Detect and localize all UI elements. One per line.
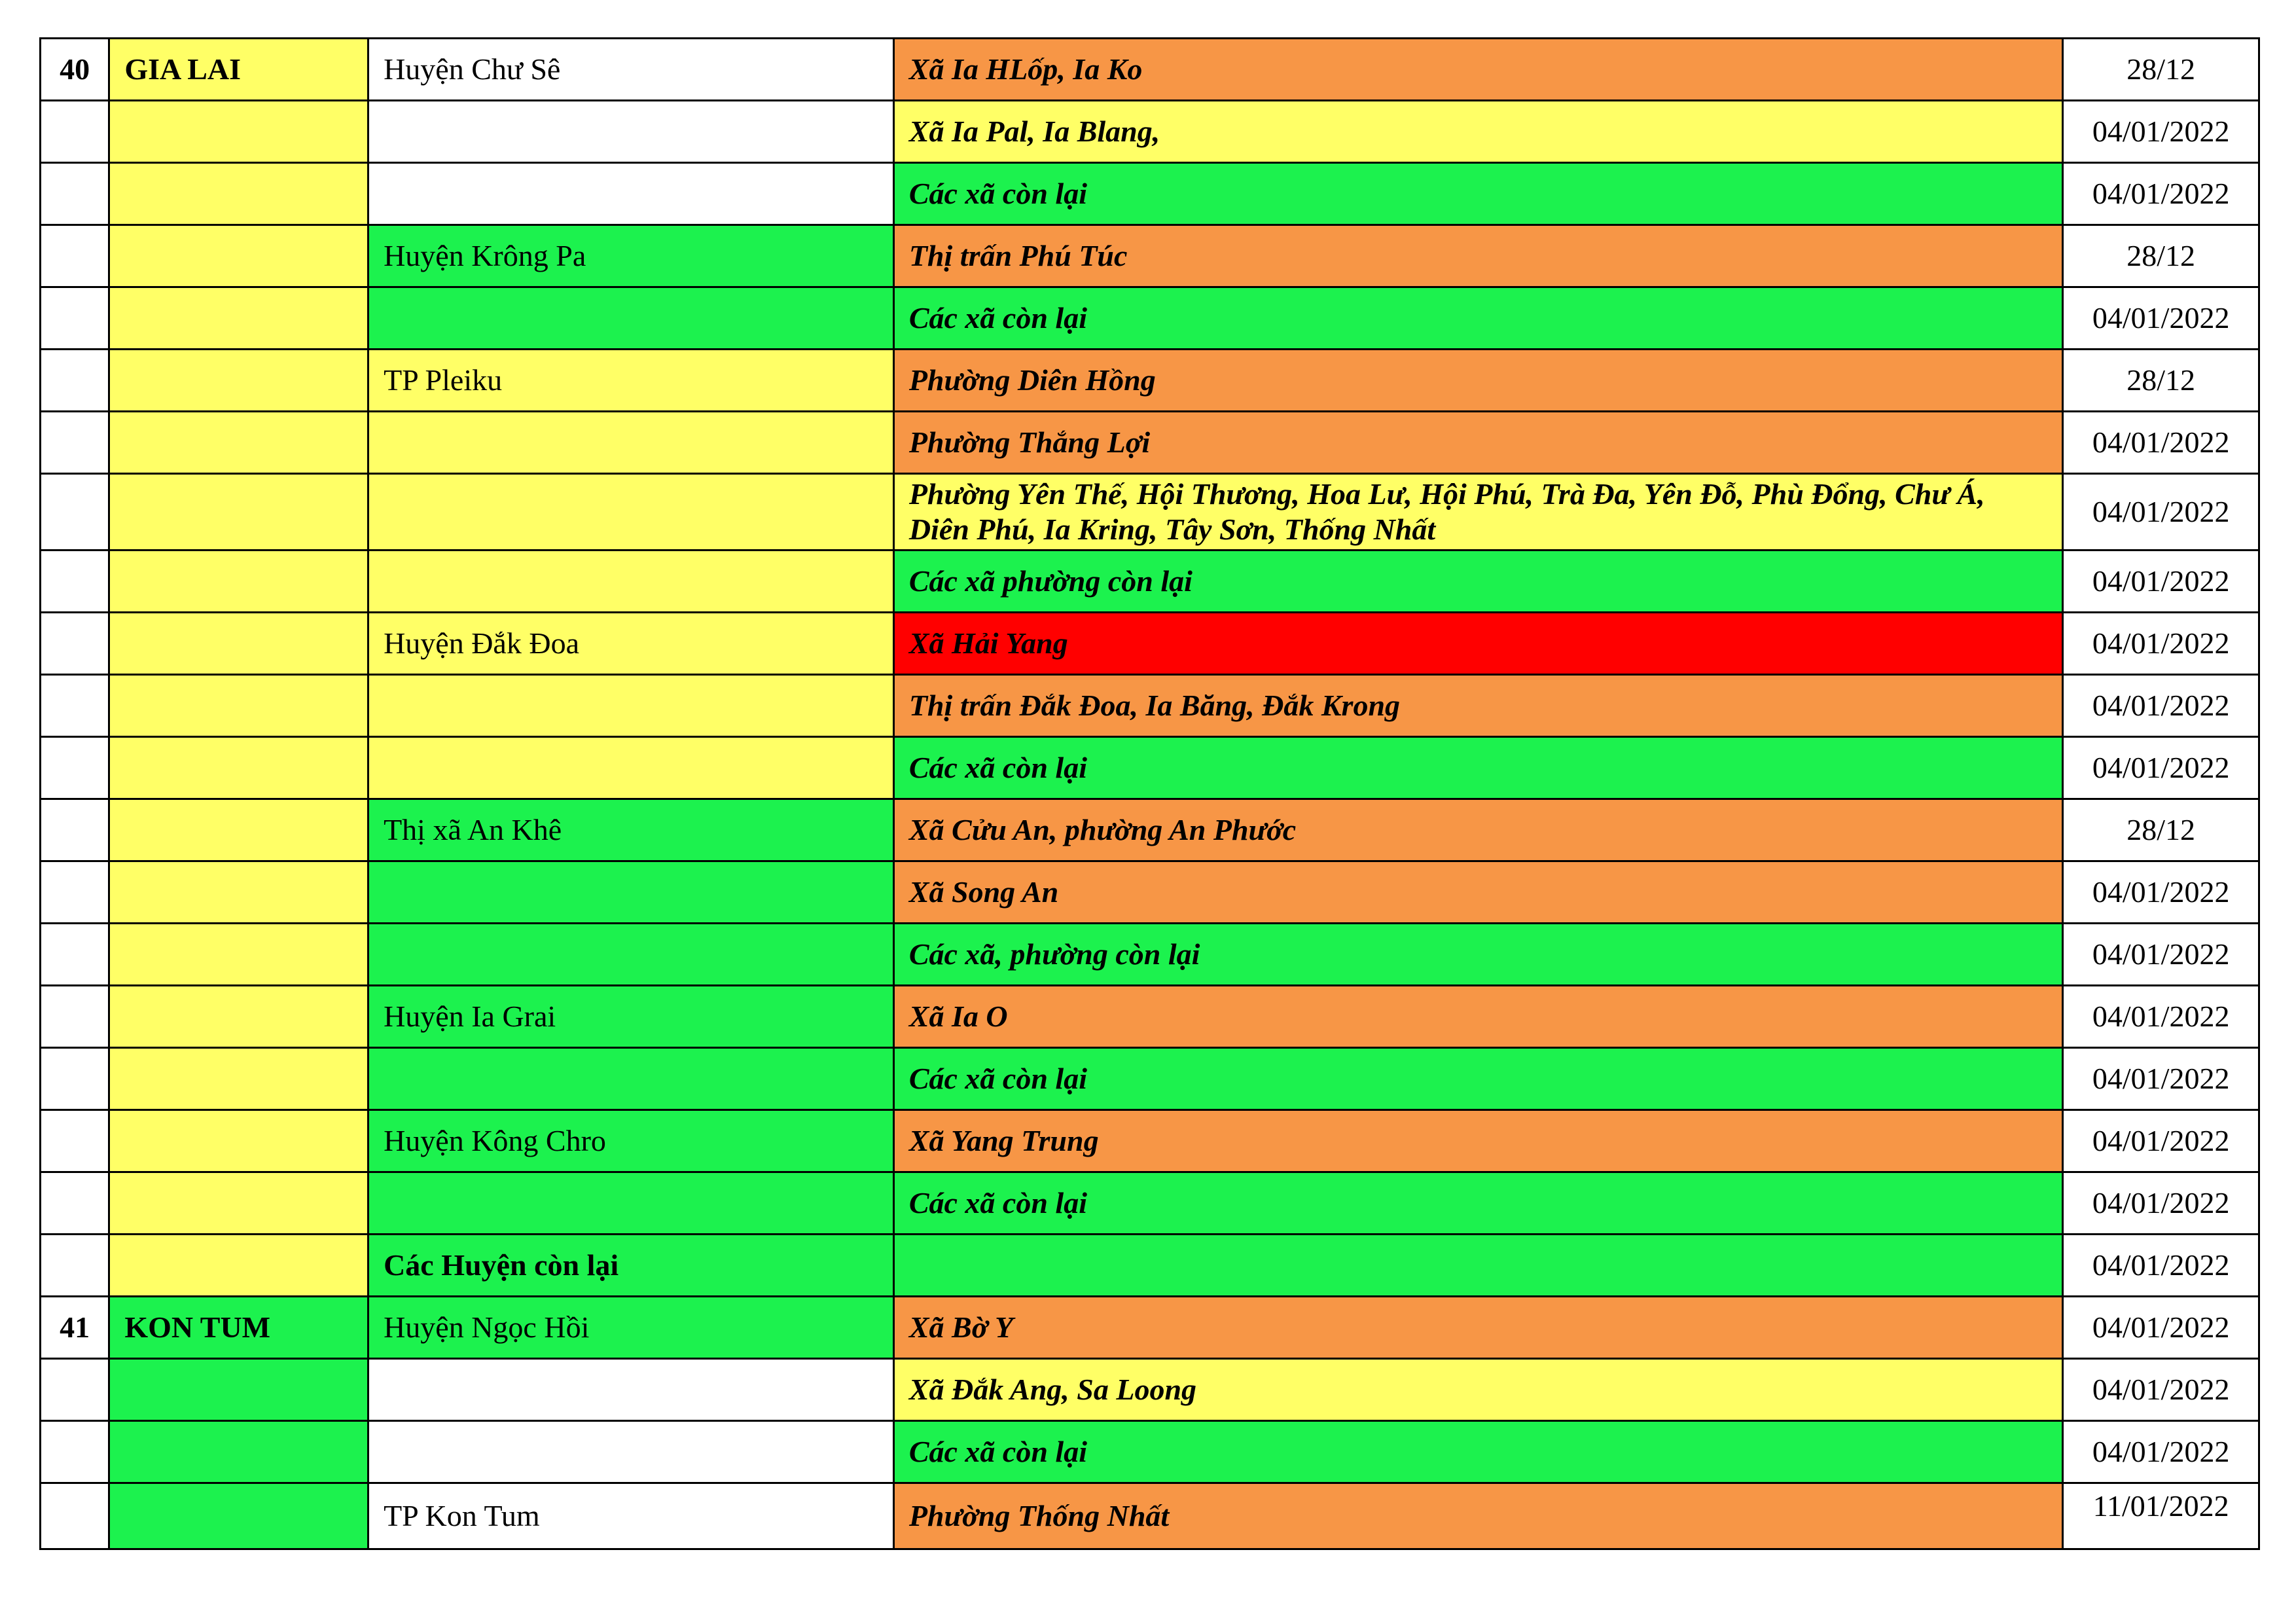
table-row — [41, 986, 2259, 1048]
province-cell — [109, 225, 368, 287]
date-cell: 28/12 — [2063, 799, 2259, 861]
commune-cell: Phường Thắng Lợi — [893, 412, 2063, 474]
date-cell: 04/01/2022 — [2063, 1359, 2259, 1421]
commune-cell: Phường Diên Hồng — [893, 350, 2063, 412]
province-cell — [109, 924, 368, 986]
commune-cell: Thị trấn Phú Túc — [893, 225, 2063, 287]
table-row — [41, 613, 2259, 675]
province-cell — [109, 1110, 368, 1172]
province-cell — [109, 737, 368, 799]
date-cell: 04/01/2022 — [2063, 613, 2259, 675]
commune-cell: Xã Hải Yang — [893, 613, 2063, 675]
district-cell — [368, 163, 894, 225]
commune-cell: Xã Ia HLốp, Ia Ko — [893, 39, 2063, 101]
district-cell — [368, 101, 894, 163]
date-cell: 28/12 — [2063, 225, 2259, 287]
province-cell — [109, 474, 368, 550]
district-cell: Huyện Ngọc Hồi — [368, 1297, 894, 1359]
district-cell — [368, 924, 894, 986]
province-cell — [109, 101, 368, 163]
commune-cell: Các xã còn lại — [893, 1172, 2063, 1235]
date-cell: 04/01/2022 — [2063, 737, 2259, 799]
district-cell: Huyện Chư Sê — [368, 39, 894, 101]
stt-cell — [41, 1359, 109, 1421]
district-cell — [368, 1359, 894, 1421]
province-cell: GIA LAI — [109, 39, 368, 101]
date-cell: 04/01/2022 — [2063, 1421, 2259, 1483]
district-cell — [368, 1421, 894, 1483]
stt-cell — [41, 550, 109, 613]
date-cell: 11/01/2022 — [2063, 1483, 2259, 1549]
table-row — [41, 799, 2259, 861]
table-row — [41, 1421, 2259, 1483]
province-cell — [109, 163, 368, 225]
province-cell — [109, 1483, 368, 1549]
stt-cell — [41, 412, 109, 474]
stt-cell — [41, 1483, 109, 1549]
stt-cell — [41, 737, 109, 799]
stt-cell — [41, 287, 109, 350]
table-row — [41, 163, 2259, 225]
stt-cell — [41, 613, 109, 675]
district-cell: Huyện Krông Pa — [368, 225, 894, 287]
district-cell — [368, 737, 894, 799]
province-cell — [109, 1235, 368, 1297]
date-cell: 04/01/2022 — [2063, 1110, 2259, 1172]
province-cell — [109, 412, 368, 474]
province-cell: KON TUM — [109, 1297, 368, 1359]
stt-cell — [41, 924, 109, 986]
province-cell — [109, 1359, 368, 1421]
date-cell: 04/01/2022 — [2063, 101, 2259, 163]
stt-cell — [41, 675, 109, 737]
stt-cell — [41, 1172, 109, 1235]
date-cell: 04/01/2022 — [2063, 861, 2259, 924]
commune-cell: Các xã còn lại — [893, 737, 2063, 799]
commune-cell: Xã Bờ Y — [893, 1297, 2063, 1359]
table-row — [41, 101, 2259, 163]
table-row — [41, 924, 2259, 986]
table-row — [41, 412, 2259, 474]
province-cell — [109, 799, 368, 861]
table-row — [41, 350, 2259, 412]
district-cell: Các Huyện còn lại — [368, 1235, 894, 1297]
date-cell: 04/01/2022 — [2063, 163, 2259, 225]
commune-cell: Phường Yên Thế, Hội Thương, Hoa Lư, Hội Phú, Trà Đa, Yên Đỗ, Phù Đổng, Chư Á, Diên Phú, Ia Kring, Tây Sơn, Thống Nhất — [893, 474, 2063, 550]
table-row — [41, 1172, 2259, 1235]
stt-cell: 40 — [41, 39, 109, 101]
province-cell — [109, 287, 368, 350]
stt-cell — [41, 1235, 109, 1297]
province-cell — [109, 1048, 368, 1110]
table-row — [41, 1483, 2259, 1549]
commune-cell: Xã Ia O — [893, 986, 2063, 1048]
province-cell — [109, 550, 368, 613]
table-row — [41, 737, 2259, 799]
table-row — [41, 675, 2259, 737]
table-row — [41, 1110, 2259, 1172]
date-cell: 04/01/2022 — [2063, 474, 2259, 550]
stt-cell — [41, 225, 109, 287]
province-cell — [109, 350, 368, 412]
commune-cell: Các xã phường còn lại — [893, 550, 2063, 613]
district-cell — [368, 861, 894, 924]
stt-cell — [41, 986, 109, 1048]
stt-cell — [41, 799, 109, 861]
commune-cell: Phường Thống Nhất — [893, 1483, 2063, 1549]
table-row — [41, 1359, 2259, 1421]
date-cell: 04/01/2022 — [2063, 924, 2259, 986]
province-cell — [109, 1172, 368, 1235]
date-cell: 04/01/2022 — [2063, 1172, 2259, 1235]
district-cell: Huyện Đắk Đoa — [368, 613, 894, 675]
district-cell — [368, 1048, 894, 1110]
district-cell — [368, 550, 894, 613]
table-row — [41, 287, 2259, 350]
district-cell: TP Pleiku — [368, 350, 894, 412]
commune-cell: Các xã còn lại — [893, 287, 2063, 350]
stt-cell — [41, 1421, 109, 1483]
stt-cell — [41, 101, 109, 163]
district-cell: TP Kon Tum — [368, 1483, 894, 1549]
district-cell — [368, 287, 894, 350]
commune-cell: Xã Song An — [893, 861, 2063, 924]
zone-table-body — [41, 39, 2259, 1549]
district-cell — [368, 474, 894, 550]
table-row — [41, 39, 2259, 101]
district-cell: Huyện Kông Chro — [368, 1110, 894, 1172]
district-cell — [368, 1172, 894, 1235]
commune-cell: Các xã còn lại — [893, 163, 2063, 225]
district-cell: Huyện Ia Grai — [368, 986, 894, 1048]
date-cell: 28/12 — [2063, 39, 2259, 101]
district-cell — [368, 675, 894, 737]
date-cell: 04/01/2022 — [2063, 287, 2259, 350]
stt-cell: 41 — [41, 1297, 109, 1359]
date-cell: 04/01/2022 — [2063, 412, 2259, 474]
province-cell — [109, 675, 368, 737]
district-cell — [368, 412, 894, 474]
commune-cell: Xã Đắk Ang, Sa Loong — [893, 1359, 2063, 1421]
stt-cell — [41, 861, 109, 924]
commune-cell: Xã Ia Pal, Ia Blang, — [893, 101, 2063, 163]
commune-cell: Các xã còn lại — [893, 1048, 2063, 1110]
table-row — [41, 861, 2259, 924]
zone-table — [39, 37, 2260, 1550]
table-row — [41, 1048, 2259, 1110]
commune-cell: Các xã còn lại — [893, 1421, 2063, 1483]
stt-cell — [41, 1048, 109, 1110]
table-row — [41, 474, 2259, 550]
commune-cell: Thị trấn Đắk Đoa, Ia Băng, Đắk Krong — [893, 675, 2063, 737]
stt-cell — [41, 1110, 109, 1172]
date-cell: 04/01/2022 — [2063, 1297, 2259, 1359]
table-row — [41, 225, 2259, 287]
province-cell — [109, 986, 368, 1048]
commune-cell: Xã Cửu An, phường An Phước — [893, 799, 2063, 861]
date-cell: 04/01/2022 — [2063, 1235, 2259, 1297]
commune-cell: Các xã, phường còn lại — [893, 924, 2063, 986]
district-cell: Thị xã An Khê — [368, 799, 894, 861]
commune-cell: Xã Yang Trung — [893, 1110, 2063, 1172]
stt-cell — [41, 474, 109, 550]
commune-cell — [893, 1235, 2063, 1297]
stt-cell — [41, 350, 109, 412]
date-cell: 04/01/2022 — [2063, 1048, 2259, 1110]
date-cell: 04/01/2022 — [2063, 550, 2259, 613]
table-row — [41, 1297, 2259, 1359]
date-cell: 28/12 — [2063, 350, 2259, 412]
date-cell: 04/01/2022 — [2063, 986, 2259, 1048]
province-cell — [109, 613, 368, 675]
table-row — [41, 550, 2259, 613]
table-row — [41, 1235, 2259, 1297]
stt-cell — [41, 163, 109, 225]
province-cell — [109, 861, 368, 924]
province-cell — [109, 1421, 368, 1483]
date-cell: 04/01/2022 — [2063, 675, 2259, 737]
